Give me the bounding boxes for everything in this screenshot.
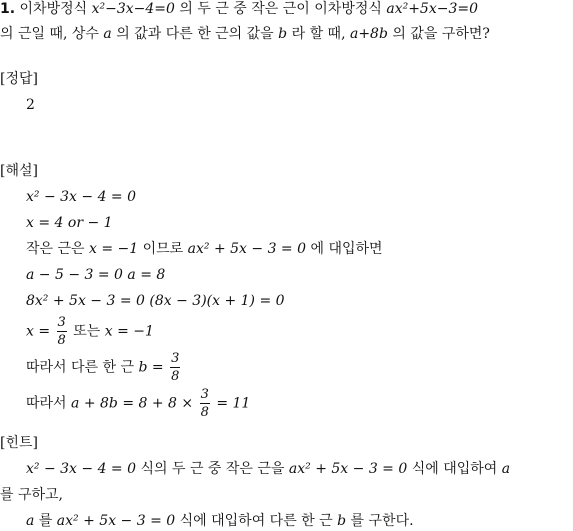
variable: a [501, 461, 511, 477]
step-text: 따라서 다른 한 근 [26, 359, 135, 376]
fraction-denominator: 8 [57, 333, 66, 348]
variable: b [337, 513, 347, 529]
question-text: 의 값과 다른 한 근의 값을 [116, 26, 274, 42]
question-text: 라 할 때, [291, 26, 346, 42]
question-text: 이차방정식 [19, 1, 88, 17]
expression: a+8b [349, 26, 388, 42]
equation: x²−3x−4=0 [91, 1, 175, 17]
equation: 8x² + 5x − 3 = 0 [26, 293, 145, 309]
answer-value: 2 [26, 97, 35, 113]
answer-heading: [정답] [0, 71, 38, 87]
question-text: 의 값을 구하면? [392, 26, 490, 42]
explanation-step-8 [26, 388, 250, 419]
fraction-numerator: 3 [57, 315, 66, 330]
hint-text: 를 구한다. [350, 513, 414, 529]
explanation-step-6 [26, 316, 154, 347]
equation: x = 4 [26, 215, 64, 231]
equation: x² − 3x − 4 = 0 [26, 461, 137, 477]
fraction-denominator: 8 [200, 405, 209, 420]
hint-text: 식에 대입하여 다른 한 근 [179, 513, 333, 529]
explanation-step-3 [26, 240, 383, 258]
hint-line-1 [26, 460, 510, 478]
equation: − 1 [87, 215, 113, 231]
variable: a [26, 513, 35, 529]
explanation-step-2 [26, 214, 113, 232]
explanation-step-1: x² − 3x − 4 = 0 [26, 189, 137, 205]
equation: = 11 [216, 395, 251, 412]
hint-heading: [힌트] [0, 435, 38, 451]
hint-line-2: 를 구하고, [0, 487, 63, 503]
equation: a = 8 [127, 267, 166, 283]
question-line-2 [0, 25, 490, 43]
step-text: 따라서 [26, 395, 67, 412]
equation: a + 8b = 8 + 8 × [71, 395, 194, 412]
explanation-step-5 [26, 292, 285, 310]
hint-text: 식에 대입하여 [411, 461, 498, 477]
fraction-denominator: 8 [171, 369, 180, 384]
equation: ax² + 5x − 3 = 0 [56, 513, 176, 529]
question-line-1 [0, 0, 478, 18]
fraction [170, 352, 180, 383]
explanation-heading: [해설] [0, 163, 38, 179]
step-text: 이므로 [142, 241, 184, 257]
equation: ax² + 5x − 3 = 0 [288, 461, 408, 477]
equation: ax²+5x−3=0 [386, 1, 479, 17]
hint-line-3 [26, 512, 414, 530]
equation: x = [26, 323, 51, 340]
step-text: 또는 [73, 323, 101, 340]
fraction [57, 316, 67, 347]
equation: (8x − 3)(x + 1) = 0 [149, 293, 285, 309]
question-number: 1. [0, 1, 16, 17]
equation: a − 5 − 3 = 0 [26, 267, 123, 283]
step-text: 에 대입하면 [310, 241, 383, 257]
variable: a [103, 26, 112, 42]
equation: b = [138, 359, 164, 376]
question-text: 의 두 근 중 작은 근이 이차방정식 [179, 1, 382, 17]
step-text: 작은 근은 [26, 241, 85, 257]
equation: x = −1 [104, 323, 154, 340]
equation: x = −1 [89, 241, 139, 257]
variable: b [278, 26, 288, 42]
explanation-step-4 [26, 266, 165, 284]
hint-text: 식의 두 근 중 작은 근을 [140, 461, 285, 477]
fraction [200, 388, 210, 419]
fraction-numerator: 3 [200, 387, 209, 402]
hint-text: 를 [38, 513, 53, 529]
explanation-step-7 [26, 352, 182, 383]
or-word: or [67, 215, 84, 231]
fraction-numerator: 3 [171, 351, 180, 366]
equation: ax² + 5x − 3 = 0 [187, 241, 307, 257]
question-text: 의 근일 때, 상수 [0, 26, 99, 42]
